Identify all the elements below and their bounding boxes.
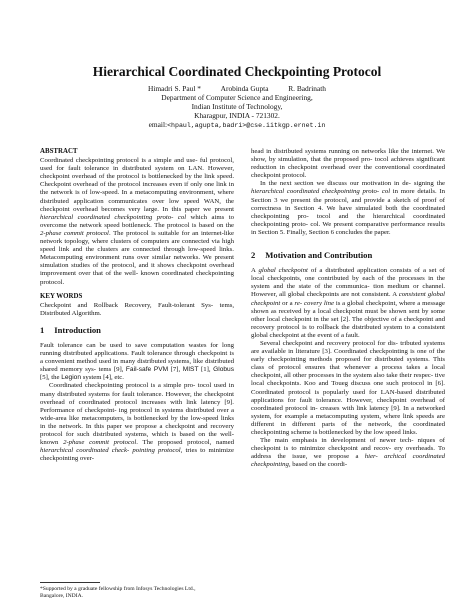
author-block bbox=[0, 84, 474, 130]
left-column bbox=[40, 148, 234, 463]
email-address: <hpaul,agupta,badri>@cse.iitkgp.ernet.in bbox=[167, 122, 326, 130]
affiliation-line: Indian Institute of Technology, bbox=[191, 102, 283, 112]
author-list bbox=[0, 84, 474, 93]
email-label: email: bbox=[148, 120, 168, 130]
footnote-rule bbox=[40, 582, 100, 583]
email-line bbox=[0, 120, 474, 130]
motivation-paragraph-1: A global checkpoint of a distributed application consists of a set of local checkpoints, one contributed by each of the processes in the system and the state of the communica- tion medium or channel. However, all global checkpoints are not consistent. A consistent global checkpoint or a re- covery line is a global checkpoint, where a message shown as received by a local checkpoint must be shown sent by some other local checkpoint in the set [2]. The objective of a checkpoint and recovery protocol is to rollback the distributed system to a consistent global checkpoint at the event of a fault. bbox=[251, 267, 446, 339]
author-name: Arobinda Gupta bbox=[220, 84, 269, 93]
motivation-paragraph-2: Several checkpoint and recovery protocol for dis- tributed systems are available in literature [3]. Coordinated checkpointing is one of the early checkpointing methods proposed for distributed systems. This class of protocol ensures that whenever a process takes a local checkpoint, all other processes in the system also take their respec- tive local checkpoints. Koo and Toueg discuss one such protocol in [6]. Coordinated protocol is popularly used for LAN-based distributed applications for fault tolerance. However, checkpoint overhead of coordinated protocol in- creases with link latency [9]. In a networked system, for example a metacomputing system, where link speeds are different in different parts of the network, the coordinated checkpointing scheme is bottlenecked by the low speed links. bbox=[251, 339, 446, 436]
author-name: R. Badrinath bbox=[288, 84, 326, 93]
footnote: *Supported by a graduate fellowship from Infosys Technologies Ltd., Bangalore, INDIA. bbox=[40, 582, 234, 599]
intro-paragraph-3: In the next section we discuss our motivation in de- signing the hierarchical coordinated checkpointing proto- col in more details. In Section 3 we present the protocol, and provide a sketch of proof of correctness in Section 4. We have simulated both the coordinated checkpointing pro- tocol and the hierarchical coordinated checkpointing proto- col. We present comparative performance results in Section 5. Finally, Section 6 concludes the paper. bbox=[251, 180, 445, 236]
motivation-paragraph-3: The main emphasis in development of newer tech- niques of checkpoint is to minimize checkpoint and recov- ery overheads. To address the issue, we propose a hier- archical coordinated checkpointing, based on the coordi- bbox=[251, 437, 446, 469]
intro-paragraph-continued: head in distributed systems running on networks like the internet. We show, by simulation, that the proposed pro- tocol achieves significant reduction in checkpoint overhead over the conventional coordinated checkpoint protocol. bbox=[251, 148, 446, 180]
abstract-text: Coordinated checkpointing protocol is a simple and use- ful protocol, used for fault tolerance in distributed system on LAN. However, checkpoint overhead of the protocol is bottlenecked by the link speed. Checkpoint overhead of the protocol increases even if only one link in the network is of low-speed. In a metacomputing environment, where distributed application communicates over low speed WAN, the checkpoint overhead becomes very large. In this paper we present hierarchical coordinated checkpointing proto- col which aims to overcome the network speed bottleneck. The protocol is based on the 2-phase commit protocol. The protocol is suitable for an internet-like network topology, where clusters of computers are connected via high speed link and the clusters are connected through low-speed links. Metacomputing environment runs over similar networks. We present simulation studies of the protocol, and it shows checkpoint overhead improvement over that of the well- known coordinated checkpointing protocol. bbox=[40, 157, 235, 286]
author-name: Himadri S. Paul * bbox=[147, 84, 201, 93]
keywords-heading: KEY WORDS bbox=[40, 292, 83, 300]
right-column bbox=[251, 148, 445, 469]
affiliation-line: Department of Computer Science and Engineering, bbox=[161, 93, 313, 103]
intro-paragraph-2: Coordinated checkpointing protocol is a simple pro- tocol used in many distributed systems for fault tolerance. However, the checkpoint overhead of coordinated protocol increases with link latency [9]. Performance of checkpoint- ing protocol in systems distributed over a wide-area like metacomputers, is bottlenecked by the low-speed links in the network. In this paper we propose a checkpoint and recovery protocol for such distributed systems, which is based on the well-known 2-phase commit protocol. The proposed protocol, named hierarchical coordinated check- pointing protocol, tries to minimize checkpointing over- bbox=[40, 382, 235, 463]
section-heading-introduction: 1 Introduction bbox=[40, 324, 101, 335]
affiliation-line: Kharagpur, INDIA - 721302. bbox=[194, 111, 280, 121]
keywords-text: Checkpoint and Rollback Recovery, Fault-tolerant Sys- tems, Distributed Algorithm. bbox=[40, 301, 235, 317]
abstract-heading: ABSTRACT bbox=[40, 148, 78, 155]
section-heading-motivation: 2 Motivation and Contribution bbox=[251, 250, 373, 261]
paper-title: Hierarchical Coordinated Checkpointing Protocol bbox=[92, 64, 382, 79]
intro-paragraph-1: Fault tolerance can be used to save computation wastes for long running distributed applications. Fault tolerance through checkpoint is a convenient method used in many distributed systems, like distributed shared memory sys- tems [9], Fail-safe PVM [7], MIST [1], Globus [5], the Legion system [4], etc. bbox=[40, 341, 235, 382]
